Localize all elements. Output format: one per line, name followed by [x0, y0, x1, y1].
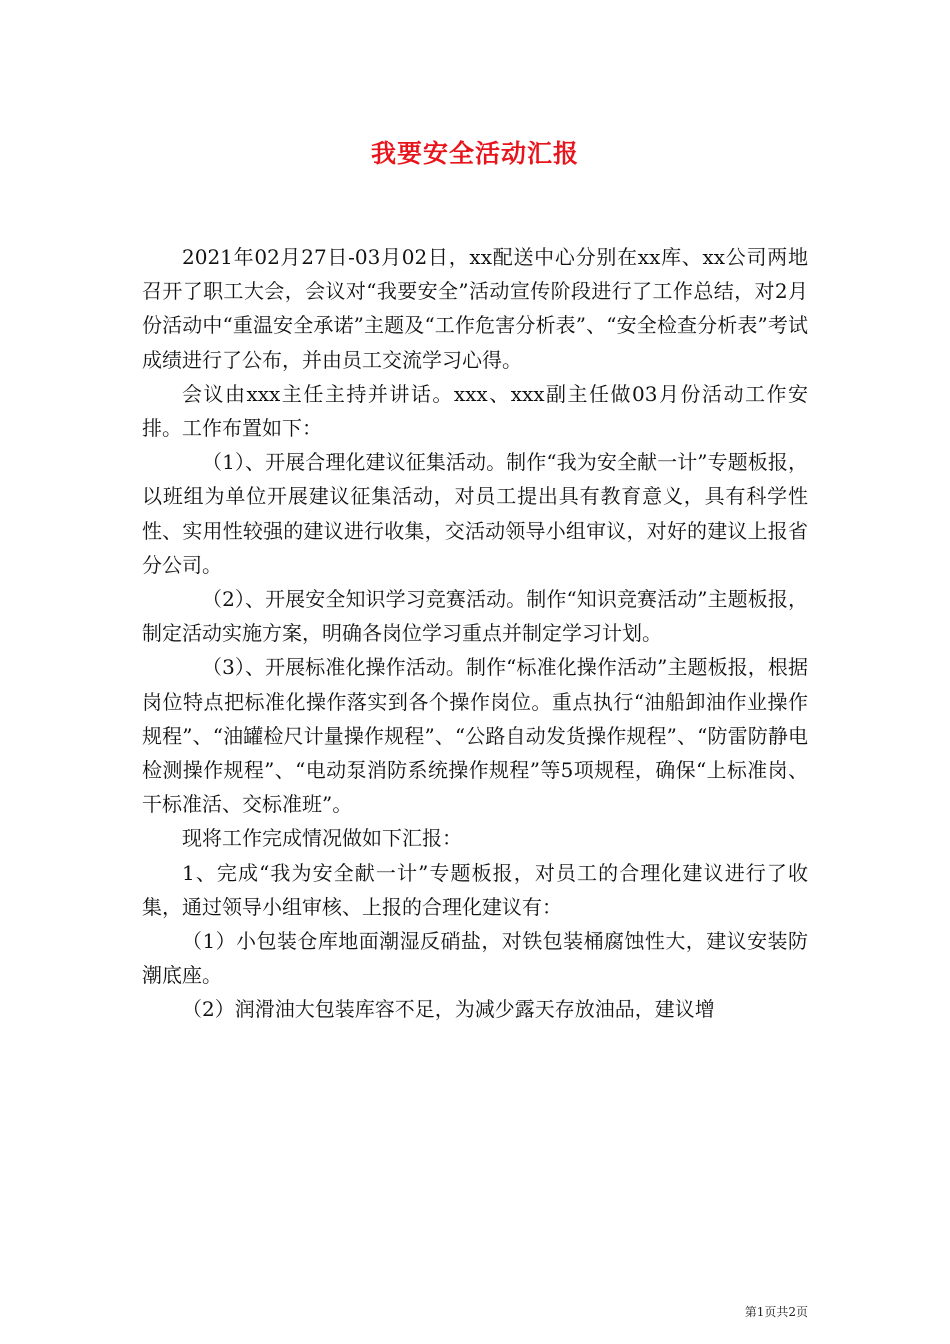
- paragraph-report-intro: 现将工作完成情况做如下汇报：: [182, 826, 462, 851]
- paragraph-meeting: 会议由xxx主任主持并讲话。xxx、xxx副主任做03月份活动工作安排。工作布置如下：: [142, 381, 808, 441]
- paragraph-intro: 2021年02月27日-03月02日，xx配送中心分别在xx库、xx公司两地召开了职工大会，会议对“我要安全”活动宣传阶段进行了工作总结，对2月份活动中“重温安全承诺”主题及“工作危害分析表”、“安全检查分析表”考试成绩进行了公布，并由员工交流学习心得。: [142, 245, 808, 372]
- paragraph-task-3: （3）、开展标准化操作活动。制作“标准化操作活动”主题板报，根据岗位特点把标准化操作落实到各个操作岗位。重点执行“油船卸油作业操作规程”、“油罐检尺计量操作规程”、“公路自动发货操作规程”、“防雷防静电检测操作规程”、“电动泵消防系统操作规程”等5项规程，确保“上标准岗、干标准活、交标准班”。: [142, 655, 808, 817]
- paragraph-suggestion-1: （1）小包装仓库地面潮湿反硝盐，对铁包装桶腐蚀性大，建议安装防潮底座。: [142, 929, 808, 988]
- page-number: 第1页共2页: [744, 1305, 808, 1319]
- paragraph-task-2: （2）、开展安全知识学习竞赛活动。制作“知识竞赛活动”主题板报，制定活动实施方案，明确各岗位学习重点并制定学习计划。: [142, 587, 808, 646]
- paragraph-suggestion-2: （2）润滑油大包装库容不足，为减少露天存放油品，建议增: [182, 997, 715, 1022]
- paragraph-task-1: （1）、开展合理化建议征集活动。制作“我为安全献一计”专题板报，以班组为单位开展建议征集活动，对员工提出具有教育意义，具有科学性性、实用性较强的建议进行收集，交活动领导小组审议，对好的建议上报省分公司。: [142, 450, 808, 577]
- document-body: [142, 240, 808, 1027]
- document-title: 我要安全活动汇报: [370, 139, 579, 168]
- paragraph-report-item-1: 1、完成“我为安全献一计”专题板报，对员工的合理化建议进行了收集，通过领导小组审核、上报的合理化建议有：: [142, 860, 808, 919]
